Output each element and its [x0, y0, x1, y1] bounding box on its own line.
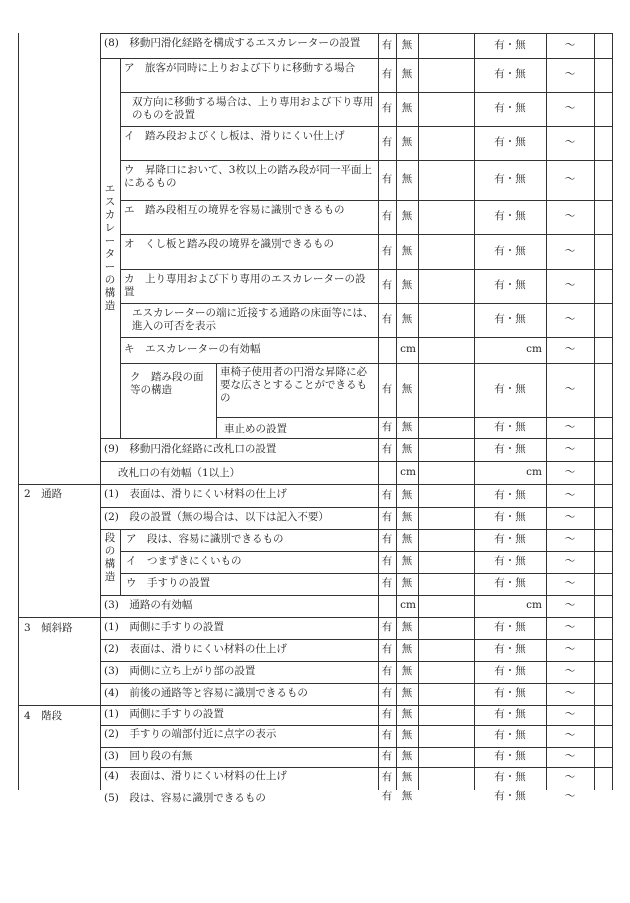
range-mark: ～: [564, 511, 576, 523]
status-column-rule: [594, 33, 595, 790]
range-mark: ～: [564, 466, 576, 478]
no-mark: 無: [401, 136, 413, 148]
range-mark: ～: [564, 790, 576, 802]
range-mark: ～: [564, 68, 576, 80]
row-rule: [100, 461, 613, 462]
stairs-title: 4 階段: [24, 710, 63, 722]
ramp-item: (1) 両側に手すりの設置: [104, 621, 224, 633]
stairs-item: (2) 手すりの端部付近に点字の表示: [104, 728, 277, 740]
row-rule: [120, 92, 613, 93]
unit-cm-label: cm: [400, 343, 416, 355]
passage-item-2: (2) 段の設置（無の場合は、以下は記入不要）: [104, 511, 329, 523]
gate-width-label: 改札口の有効幅（1以上）: [118, 467, 241, 479]
no-mark: 無: [401, 443, 413, 455]
yes-mark: 有: [381, 750, 393, 762]
yes-no-mark: 有・無: [494, 210, 526, 222]
row-rule: [120, 551, 613, 552]
yes-no-mark: 有・無: [494, 313, 526, 325]
yes-mark: 有: [381, 643, 393, 655]
escalator-row-label: イ 踏み段およびくし板は、滑りにくい仕上げ: [124, 130, 345, 142]
no-mark: 無: [401, 533, 413, 545]
row-rule: [120, 363, 613, 364]
escalator-row-label: エ 踏み段相互の境界を容易に識別できるもの: [124, 204, 345, 216]
yes-mark: 有: [381, 210, 393, 222]
no-mark: 無: [401, 68, 413, 80]
range-mark: ～: [564, 39, 576, 51]
row-rule: [100, 747, 613, 748]
sub-column-rule: [216, 363, 217, 438]
range-mark: ～: [564, 313, 576, 325]
yes-mark: 有: [381, 555, 393, 567]
row-rule: [120, 269, 613, 270]
yes-no-mark: 有・無: [494, 729, 526, 741]
range-mark: ～: [564, 533, 576, 545]
yes-no-mark: 有・無: [494, 102, 526, 114]
range-mark: ～: [564, 383, 576, 395]
yes-no-mark: 有・無: [494, 771, 526, 783]
range-mark: ～: [564, 621, 576, 633]
yes-no-mark: 有・無: [494, 790, 526, 802]
yes-no-mark: 有・無: [494, 533, 526, 545]
escalator-structure-label: エスカレーターの構造: [104, 183, 116, 312]
range-mark: ～: [564, 245, 576, 257]
yes-no-mark: 有・無: [494, 383, 526, 395]
step-surface-sub1: 車椅子使用者の円滑な昇降に必要な広さとすることができるもの: [220, 366, 367, 404]
yes-mark: 有: [381, 102, 393, 114]
stairs-item: (3) 回り段の有無: [104, 750, 193, 762]
passage-item-1: (1) 表面は、滑りにくい材料の仕上げ: [104, 488, 287, 500]
yes-mark: 有: [381, 279, 393, 291]
no-mark: 無: [401, 621, 413, 633]
passage-width-label: (3) 通路の有効幅: [104, 599, 193, 611]
step-structure-row: ウ 手すりの設置: [126, 577, 210, 589]
no-mark: 無: [401, 421, 413, 433]
checklist-sheet: [18, 33, 612, 804]
stairs-item: (4) 表面は、滑りにくい材料の仕上げ: [104, 770, 287, 782]
no-mark: 無: [401, 383, 413, 395]
row-rule: [120, 126, 613, 127]
no-mark: 無: [401, 790, 413, 802]
no-mark: 無: [401, 750, 413, 762]
ramp-item: (3) 両側に立ち上がり部の設置: [104, 665, 256, 677]
yes-no-mark: 有・無: [494, 39, 526, 51]
escalator-row-label: オ くし板と踏み段の境界を識別できるもの: [124, 238, 334, 250]
no-mark: 無: [401, 687, 413, 699]
step-structure-label: 段の構造: [104, 532, 116, 583]
row-rule: [120, 337, 613, 338]
unit-cm-label: cm: [400, 599, 416, 611]
yes-no-mark: 有・無: [494, 421, 526, 433]
unit-cm-label: cm: [526, 343, 542, 355]
no-mark: 無: [401, 279, 413, 291]
yes-mark: 有: [381, 39, 393, 51]
range-mark: ～: [564, 421, 576, 433]
no-mark: 無: [401, 39, 413, 51]
range-mark: ～: [564, 102, 576, 114]
row-rule: [100, 725, 613, 726]
yes-mark: 有: [381, 489, 393, 501]
range-mark: ～: [564, 729, 576, 741]
section-divider: [18, 705, 613, 706]
range-mark: ～: [564, 665, 576, 677]
yes-no-mark: 有・無: [494, 443, 526, 455]
no-mark: 無: [401, 102, 413, 114]
range-mark: ～: [564, 771, 576, 783]
escalator-row-label: ウ 昇降口において、3枚以上の踏み段が同一平面上にあるもの: [124, 164, 372, 189]
unit-cm-label: cm: [400, 466, 416, 478]
step-surface-label: ク 踏み段の面等の構造: [130, 371, 204, 396]
row-rule: [100, 639, 613, 640]
range-mark: ～: [564, 599, 576, 611]
row-rule: [216, 417, 613, 418]
escalator-width-label: キ エスカレーターの有効幅: [124, 343, 261, 355]
item-8-label: (8) 移動円滑化経路を構成するエスカレーターの設置: [104, 37, 361, 49]
no-mark: 無: [401, 173, 413, 185]
range-mark: ～: [564, 577, 576, 589]
escalator-row-label: カ 上り専用および下り専用のエスカレーターの設置: [124, 273, 366, 298]
yes-no-mark: 有・無: [494, 245, 526, 257]
row-rule: [100, 507, 613, 508]
yes-mark: 有: [381, 173, 393, 185]
yes-no-mark: 有・無: [494, 643, 526, 655]
row-rule: [100, 438, 613, 439]
step-surface-sub2: 車止めの設置: [224, 423, 287, 435]
range-mark: ～: [564, 489, 576, 501]
step-structure-row: イ つまずきにくいもの: [126, 555, 242, 567]
yes-no-mark: 有・無: [494, 511, 526, 523]
unit-cm-label: cm: [526, 599, 542, 611]
range-mark: ～: [564, 750, 576, 762]
range-mark: ～: [564, 343, 576, 355]
section-divider: [18, 617, 613, 618]
range-mark: ～: [564, 555, 576, 567]
yes-no-mark: 有・無: [494, 687, 526, 699]
category-column-rule: [100, 33, 101, 790]
row-rule: [120, 234, 613, 235]
ramp-item: (2) 表面は、滑りにくい材料の仕上げ: [104, 643, 287, 655]
left-border: [18, 33, 19, 790]
range-mark: ～: [564, 443, 576, 455]
range-mark: ～: [564, 687, 576, 699]
escalator-row-label: エスカレーターの端に近接する通路の床面等には、進入の可否を表示: [132, 307, 374, 332]
yes-no-mark: 有・無: [494, 136, 526, 148]
right-border: [612, 33, 613, 790]
row-rule: [100, 58, 613, 59]
range-mark: ～: [564, 210, 576, 222]
escalator-row-label: 双方向に移動する場合は、上り専用および下り専用のものを設置: [132, 96, 374, 121]
yes-no-mark: 有・無: [494, 279, 526, 291]
row-rule: [100, 595, 613, 596]
section-divider: [18, 484, 613, 485]
yes-no-mark: 有・無: [494, 621, 526, 633]
step-structure-row: ア 段は、容易に識別できるもの: [126, 533, 284, 545]
ramp-item: (4) 前後の通路等と容易に識別できるもの: [104, 687, 308, 699]
no-mark: 無: [401, 577, 413, 589]
row-rule: [120, 160, 613, 161]
yes-mark: 有: [381, 621, 393, 633]
row-rule: [100, 529, 613, 530]
yes-mark: 有: [381, 313, 393, 325]
yes-no-mark: 有・無: [494, 555, 526, 567]
yes-no-mark: 有・無: [494, 665, 526, 677]
no-mark: 無: [401, 643, 413, 655]
no-mark: 無: [401, 708, 413, 720]
yes-no-mark: 有・無: [494, 708, 526, 720]
yes-no-mark: 有・無: [494, 68, 526, 80]
passage-title: 2 通路: [24, 488, 63, 500]
row-rule: [120, 200, 613, 201]
yes-mark: 有: [381, 245, 393, 257]
yes-mark: 有: [381, 443, 393, 455]
range-mark: ～: [564, 643, 576, 655]
yes-no-mark: 有・無: [494, 750, 526, 762]
item-9-label: (9) 移動円滑化経路に改札口の設置: [104, 443, 277, 455]
yes-mark: 有: [381, 790, 393, 802]
yes-mark: 有: [381, 421, 393, 433]
row-rule: [120, 303, 613, 304]
no-mark: 無: [401, 665, 413, 677]
no-mark: 無: [401, 729, 413, 741]
yes-mark: 有: [381, 511, 393, 523]
range-mark: ～: [564, 136, 576, 148]
yes-mark: 有: [381, 729, 393, 741]
status-column-rule: [418, 33, 419, 790]
stairs-item: (1) 両側に手すりの設置: [104, 708, 224, 720]
no-mark: 無: [401, 555, 413, 567]
row-rule: [100, 767, 613, 768]
yes-mark: 有: [381, 383, 393, 395]
group-column-rule: [120, 529, 121, 595]
escalator-row-label: ア 旅客が同時に上りおよび下りに移動する場合: [124, 62, 355, 74]
no-mark: 無: [401, 511, 413, 523]
unit-cm-label: cm: [526, 466, 542, 478]
yes-mark: 有: [381, 665, 393, 677]
yes-mark: 有: [381, 708, 393, 720]
yes-no-mark: 有・無: [494, 577, 526, 589]
no-mark: 無: [401, 210, 413, 222]
group-column-rule: [120, 58, 121, 438]
yes-mark: 有: [381, 136, 393, 148]
yes-no-mark: 有・無: [494, 489, 526, 501]
yes-no-mark: 有・無: [494, 173, 526, 185]
yes-mark: 有: [381, 771, 393, 783]
ramp-title: 3 傾斜路: [24, 622, 73, 634]
yes-mark: 有: [381, 577, 393, 589]
stairs-item: (5) 段は、容易に識別できるもの: [104, 792, 266, 804]
no-mark: 無: [401, 771, 413, 783]
no-mark: 無: [401, 313, 413, 325]
top-rule: [100, 33, 613, 34]
yes-mark: 有: [381, 68, 393, 80]
yes-mark: 有: [381, 533, 393, 545]
range-mark: ～: [564, 279, 576, 291]
no-mark: 無: [401, 245, 413, 257]
yes-mark: 有: [381, 687, 393, 699]
row-rule: [100, 683, 613, 684]
range-mark: ～: [564, 173, 576, 185]
row-rule: [100, 661, 613, 662]
range-mark: ～: [564, 708, 576, 720]
no-mark: 無: [401, 489, 413, 501]
row-rule: [120, 573, 613, 574]
